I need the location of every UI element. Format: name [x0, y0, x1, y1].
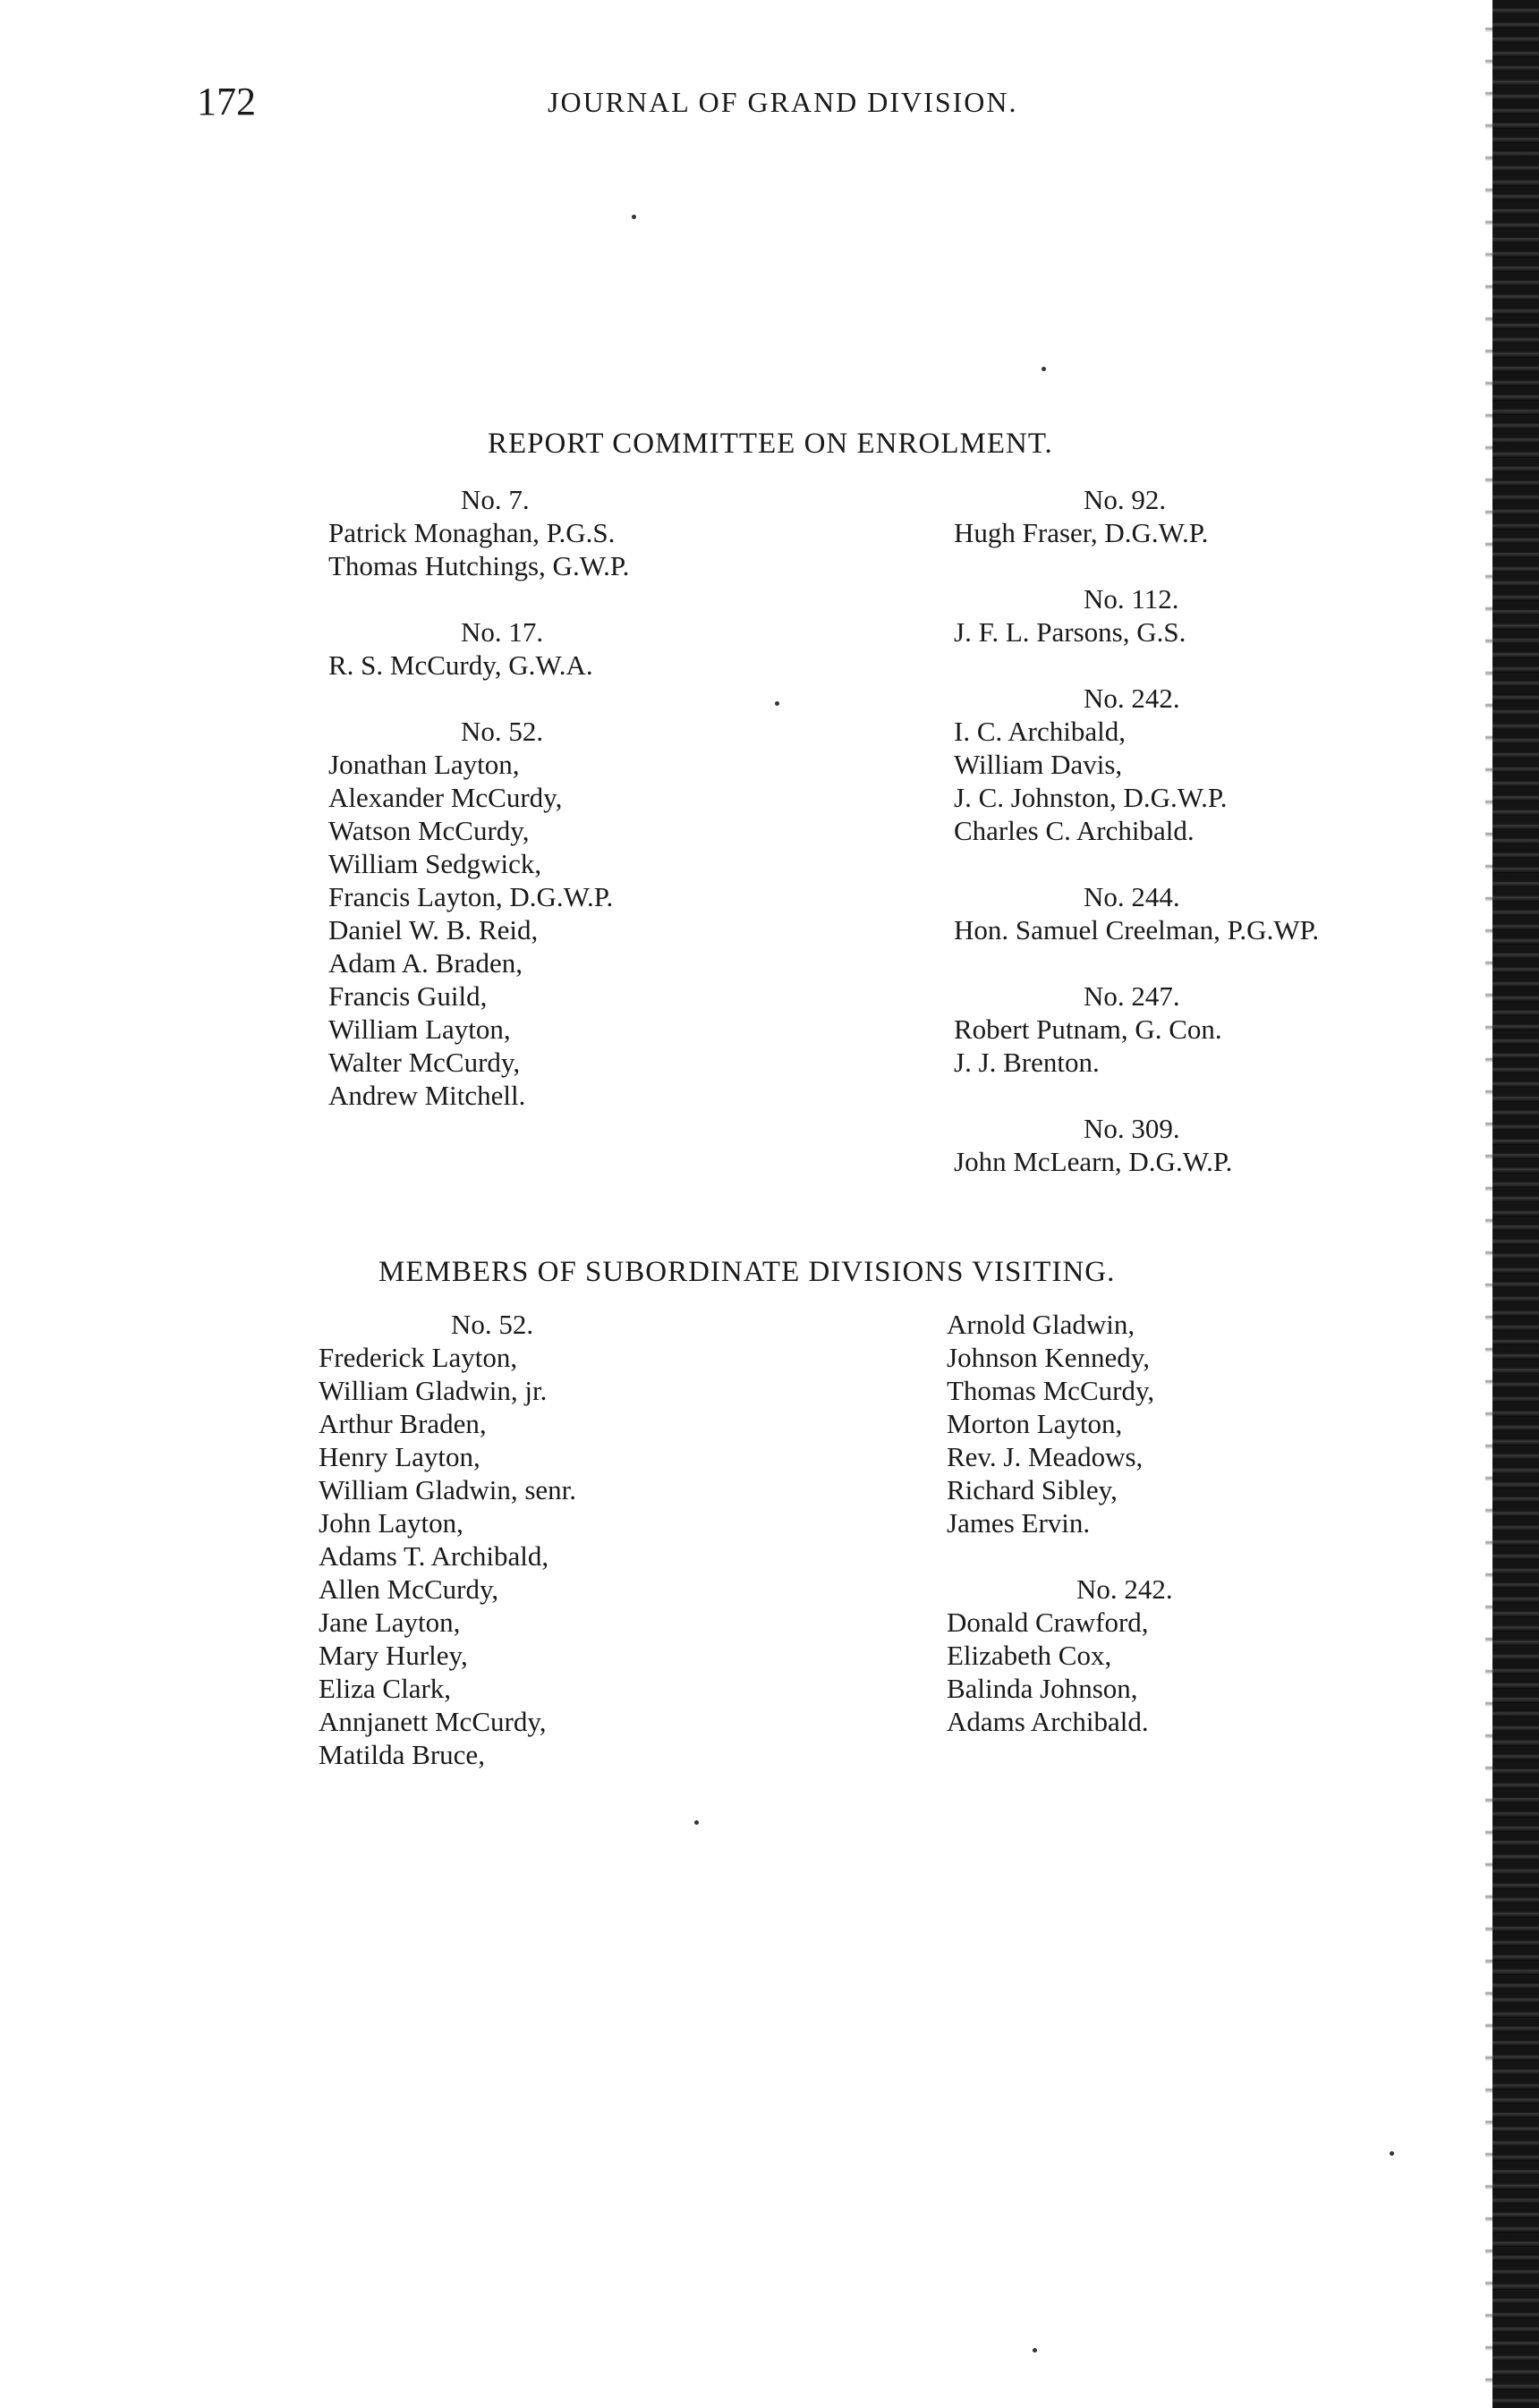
member-name: Henry Layton, — [319, 1441, 480, 1472]
member-name: Frederick Layton, — [319, 1342, 518, 1373]
division-group — [954, 582, 1319, 649]
member-name: Robert Putnam, G. Con. — [954, 1013, 1222, 1045]
member-name: Andrew Mitchell. — [328, 1080, 526, 1111]
member-name: James Ervin. — [947, 1507, 1091, 1539]
member-name: Adams Archibald. — [947, 1706, 1149, 1737]
enrolment-heading: REPORT COMMITTEE ON ENROLMENT. — [488, 428, 1053, 460]
member-name: Francis Layton, D.G.W.P. — [328, 881, 614, 912]
member-name: Mary Hurley, — [319, 1640, 468, 1671]
group-spacer — [954, 649, 1319, 682]
page-edge-shadow — [1485, 0, 1492, 2408]
division-group — [954, 682, 1319, 847]
division-number: No. 7. — [461, 484, 530, 515]
division-number: No. 242. — [1076, 1573, 1173, 1605]
member-name: Daniel W. B. Reid, — [328, 914, 539, 945]
member-name: R. S. McCurdy, G.W.A. — [328, 649, 593, 681]
member-name: Walter McCurdy, — [328, 1047, 521, 1078]
member-name: John McLearn, D.G.W.P. — [954, 1146, 1233, 1177]
group-spacer — [947, 1539, 1173, 1573]
ink-speck — [1390, 2151, 1394, 2156]
member-name: Jane Layton, — [319, 1607, 461, 1638]
member-name: J. F. L. Parsons, G.S. — [954, 616, 1186, 648]
member-name: John Layton, — [319, 1507, 463, 1539]
member-name: Balinda Johnson, — [947, 1673, 1138, 1704]
member-name: Johnson Kennedy, — [947, 1342, 1151, 1373]
group-spacer — [328, 682, 629, 715]
member-name: William Gladwin, senr. — [319, 1474, 577, 1505]
group-spacer — [954, 549, 1319, 582]
member-name: Hugh Fraser, D.G.W.P. — [954, 517, 1209, 548]
member-name: Francis Guild, — [328, 980, 488, 1012]
member-name: Jonathan Layton, — [328, 749, 520, 780]
group-spacer — [328, 582, 629, 615]
member-name: Patrick Monaghan, P.G.S. — [328, 517, 616, 548]
division-group — [954, 1112, 1319, 1178]
member-name: Adam A. Braden, — [328, 947, 523, 979]
division-group — [954, 979, 1319, 1079]
group-spacer — [954, 1079, 1319, 1112]
division-group — [947, 1573, 1173, 1738]
division-group — [328, 483, 629, 582]
division-number: No. 309. — [1084, 1113, 1180, 1144]
division-number: No. 242. — [1084, 683, 1180, 714]
division-group — [319, 1308, 576, 1771]
ink-speck — [775, 701, 779, 706]
division-number: No. 247. — [1084, 980, 1180, 1012]
ink-speck — [632, 215, 636, 219]
member-name: Rev. J. Meadows, — [947, 1441, 1144, 1472]
ink-speck — [1042, 367, 1046, 371]
division-number: No. 112. — [1084, 583, 1179, 615]
division-group — [947, 1308, 1173, 1539]
member-name: Matilda Bruce, — [319, 1739, 485, 1770]
member-name: Allen McCurdy, — [319, 1573, 499, 1605]
division-group — [328, 615, 629, 682]
running-title: JOURNAL OF GRAND DIVISION. — [548, 86, 1018, 118]
member-name: Hon. Samuel Creelman, P.G.WP. — [954, 914, 1320, 945]
member-name: Arnold Gladwin, — [947, 1309, 1135, 1340]
group-spacer — [954, 946, 1319, 979]
member-name: Watson McCurdy, — [328, 815, 530, 846]
member-name: Thomas McCurdy, — [947, 1375, 1155, 1406]
group-spacer — [954, 847, 1319, 880]
member-name: I. C. Archibald, — [954, 716, 1126, 747]
page-number: 172 — [197, 80, 256, 123]
division-group — [954, 880, 1319, 946]
page-binding-edge — [1492, 0, 1539, 2408]
member-name: Annjanett McCurdy, — [319, 1706, 547, 1737]
member-name: Morton Layton, — [947, 1408, 1123, 1439]
member-name: Eliza Clark, — [319, 1673, 452, 1704]
member-name: William Layton, — [328, 1013, 511, 1045]
member-name: Thomas Hutchings, G.W.P. — [328, 550, 630, 581]
member-name: Donald Crawford, — [947, 1607, 1149, 1638]
division-number: No. 92. — [1084, 484, 1167, 515]
member-name: Elizabeth Cox, — [947, 1640, 1112, 1671]
visiting-heading: MEMBERS OF SUBORDINATE DIVISIONS VISITING. — [378, 1256, 1116, 1288]
member-name: J. C. Johnston, D.G.W.P. — [954, 782, 1228, 813]
enrolment-left-column — [328, 483, 629, 1112]
member-name: Adams T. Archibald, — [319, 1540, 549, 1572]
member-name: Charles C. Archibald. — [954, 815, 1195, 846]
member-name: William Sedgwick, — [328, 848, 542, 879]
division-number: No. 52. — [461, 716, 544, 747]
division-number: No. 17. — [461, 616, 544, 648]
member-name: Richard Sibley, — [947, 1474, 1118, 1505]
division-number: No. 52. — [451, 1309, 534, 1340]
member-name: Arthur Braden, — [319, 1408, 487, 1439]
division-group — [328, 715, 629, 1112]
visiting-right-column — [947, 1308, 1173, 1738]
division-group — [954, 483, 1319, 549]
member-name: Alexander McCurdy, — [328, 782, 563, 813]
enrolment-right-column — [954, 483, 1319, 1178]
member-name: William Gladwin, jr. — [319, 1375, 548, 1406]
ink-speck — [1033, 2348, 1037, 2353]
member-name: William Davis, — [954, 749, 1123, 780]
ink-speck — [694, 1820, 699, 1825]
member-name: J. J. Brenton. — [954, 1047, 1100, 1078]
division-number: No. 244. — [1084, 881, 1180, 912]
visiting-left-column — [319, 1308, 576, 1771]
page-header — [0, 79, 1432, 132]
